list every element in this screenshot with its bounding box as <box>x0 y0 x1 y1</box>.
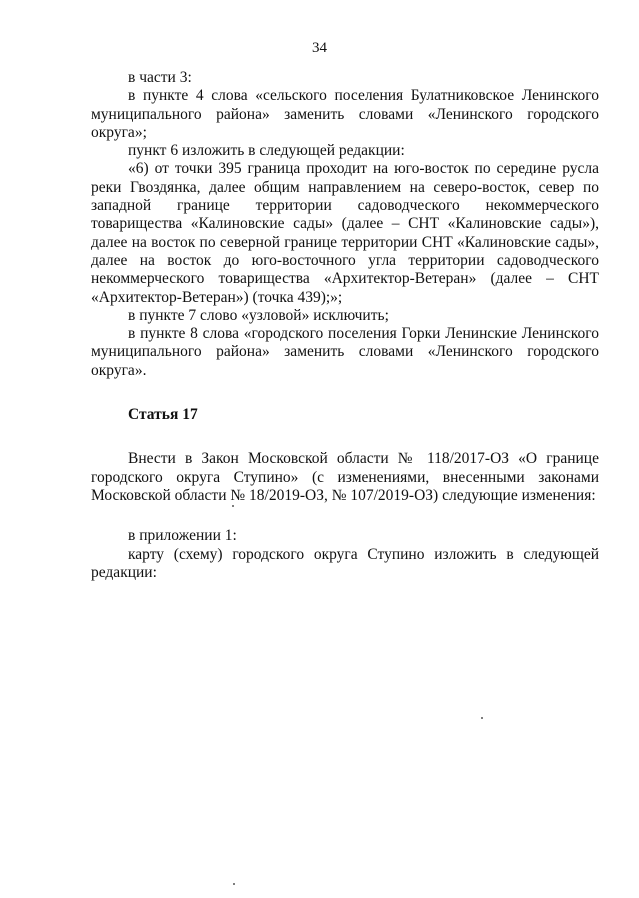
paragraph-item-6-intro: пункт 6 изложить в следующей редакции: <box>128 142 405 160</box>
paragraph-item-8: в пункте 8 слова «городского поселения Горки Ленинские Ленинского муниципального района» заменить словами «Ленинского городского округа». <box>91 325 599 379</box>
scan-speck <box>481 717 483 719</box>
paragraph-item-6-text: «6) от точки 395 граница проходит на юго-восток по середине русла реки Гвоздянка, далее общим направлением на северо-восток, север по западной границе территории садоводческого некоммерческого товарищества «Калиновские сады» (далее – СНТ «Калиновские сады»), далее на восток по северной границе территории СНТ «Калиновские сады», далее на восток до юго-восточного угла территории садоводческого некоммерческого товарищества «Архитектор-Ветеран» (далее – СНТ «Архитектор-Ветеран») (точка 439);»; <box>91 160 599 306</box>
article-intro: Внести в Закон Московской области № 118/2017-ОЗ «О границе городского округа Ступино» (с изменениями, внесенными законами Московской области № 18/2019-ОЗ, № 107/2019-ОЗ) следующие изменения: <box>91 450 599 504</box>
document-body <box>91 69 599 582</box>
paragraph-item-4: в пункте 4 слова «сельского поселения Булатниковское Ленинского муниципального района» заменить словами «Ленинского городского округа»; <box>91 87 599 141</box>
paragraph-item-7: в пункте 7 слово «узловой» исключить; <box>128 306 389 324</box>
paragraph-map-scheme: карту (схему) городского округа Ступино изложить в следующей редакции: <box>91 545 599 581</box>
paragraph-part-3: в части 3: <box>128 69 192 86</box>
page-number: 34 <box>312 40 327 56</box>
paragraph-appendix: в приложении 1: <box>128 527 237 545</box>
scan-speck <box>232 505 234 507</box>
article-heading: Статья 17 <box>128 406 198 424</box>
scan-speck <box>233 883 235 885</box>
